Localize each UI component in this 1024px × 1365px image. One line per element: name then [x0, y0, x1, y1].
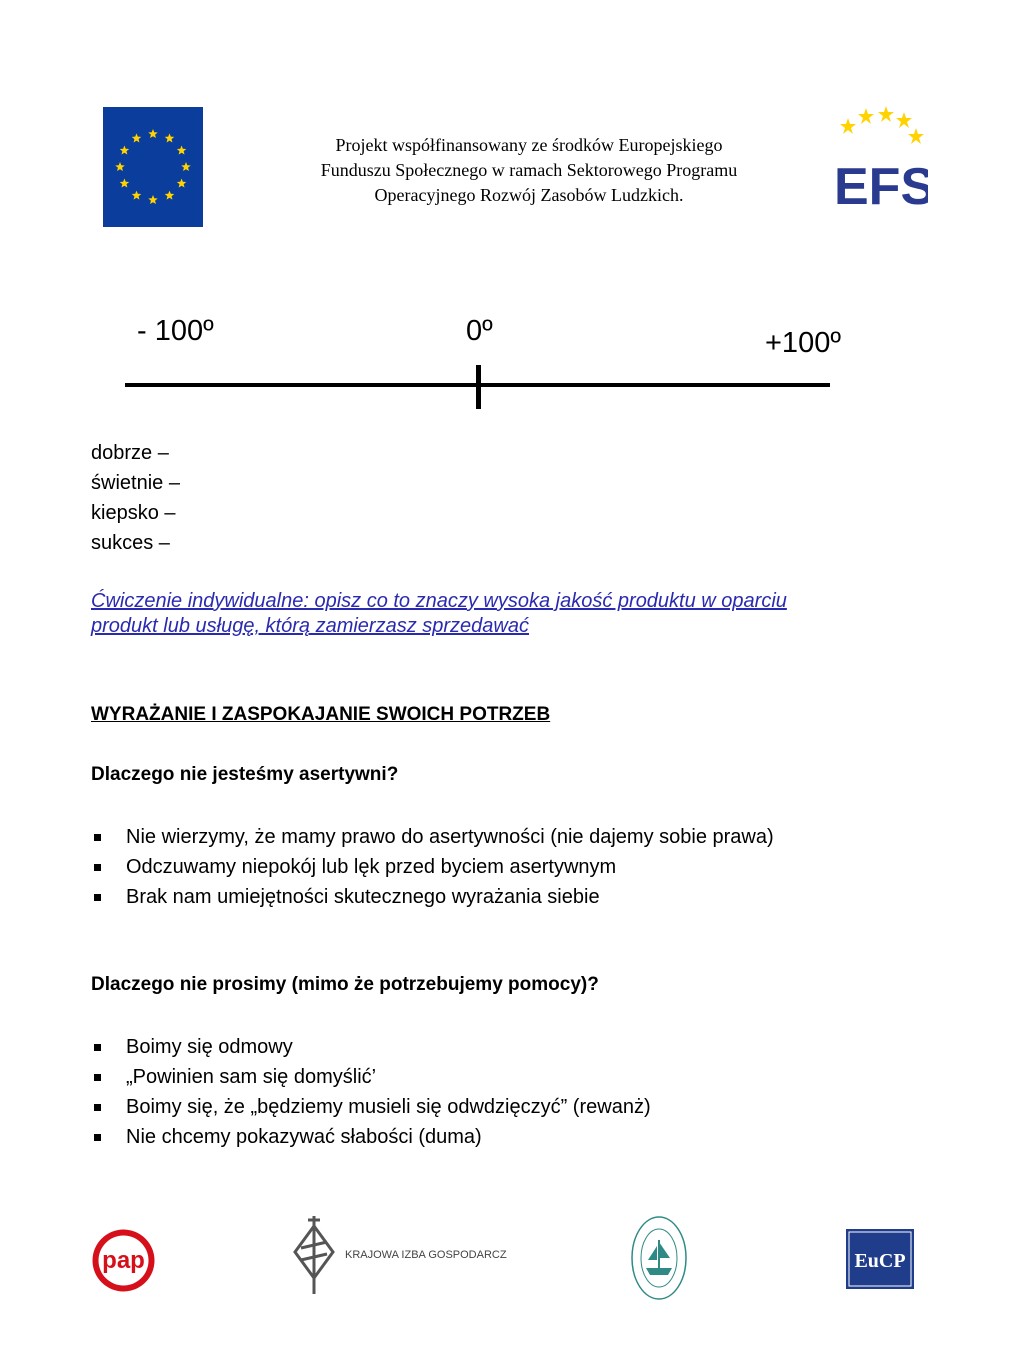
square-bullet-icon	[94, 894, 101, 901]
eucp-logo-text: EuCP	[854, 1250, 906, 1272]
word-list	[91, 438, 180, 558]
eu-star-icon	[132, 133, 142, 142]
eu-star-icon	[148, 129, 158, 138]
question-heading-2: Dlaczego nie prosimy (mimo że potrzebujemy pomocy)?	[91, 974, 599, 995]
eu-star-icon	[148, 195, 158, 204]
square-bullet-icon	[94, 834, 101, 841]
project-text-line-2: Funduszu Społecznego w ramach Sektorowego Programu	[320, 160, 738, 180]
question-heading-1: Dlaczego nie jesteśmy asertywni?	[91, 764, 399, 785]
square-bullet-icon	[94, 1074, 101, 1081]
bullet-list-2	[91, 1032, 651, 1152]
word-item: kiepsko –	[91, 502, 176, 524]
list-item: „Powinien sam się domyślić’	[91, 1062, 651, 1092]
square-bullet-icon	[94, 1104, 101, 1111]
pap-logo-text: pap	[102, 1247, 145, 1274]
list-item: Brak nam umiejętności skutecznego wyrażania siebie	[91, 882, 774, 912]
eucp-logo	[846, 1229, 914, 1289]
efs-logo	[828, 100, 928, 215]
section-heading: WYRAŻANIE I ZASPOKAJANIE SWOICH POTRZEB	[91, 704, 551, 725]
scale-zero-tick	[476, 365, 481, 409]
eu-star-icon	[120, 179, 130, 188]
exercise-line-1: Ćwiczenie indywidualne: opisz co to znaczy wysoka jakość produktu w oparciu	[91, 590, 787, 612]
ship-icon	[646, 1240, 672, 1275]
kig-logo-text: KRAJOWA IZBA GOSPODARCZA	[345, 1249, 507, 1261]
list-item: Boimy się, że „będziemy musieli się odwdzięczyć” (rewanż)	[91, 1092, 651, 1122]
project-text-line-3: Operacyjnego Rozwój Zasobów Ludzkich.	[374, 185, 684, 205]
efs-logo-text: EFS	[834, 158, 928, 215]
eu-star-icon	[165, 191, 175, 200]
project-text-line-1: Projekt współfinansowany ze środków Europejskiego	[335, 135, 723, 155]
eu-star-icon	[177, 146, 187, 155]
kig-logo	[287, 1212, 507, 1298]
scale-label-min: - 100º	[137, 315, 214, 347]
eu-star-icon	[181, 162, 191, 171]
efs-stars-icon	[840, 106, 924, 144]
list-item: Odczuwamy niepokój lub lęk przed byciem asertywnym	[91, 852, 774, 882]
list-item: Nie wierzymy, że mamy prawo do asertywności (nie dajemy sobie prawa)	[91, 822, 774, 852]
bullet-list-1	[91, 822, 774, 912]
kig-emblem-icon	[295, 1216, 333, 1294]
list-item: Boimy się odmowy	[91, 1032, 651, 1062]
pap-logo	[91, 1228, 156, 1293]
scale-label-zero: 0º	[466, 315, 493, 347]
square-bullet-icon	[94, 1134, 101, 1141]
word-item: sukces –	[91, 532, 170, 554]
eu-flag-logo	[103, 107, 203, 227]
eu-star-icon	[165, 133, 175, 142]
eu-star-icon	[115, 162, 125, 171]
square-bullet-icon	[94, 864, 101, 871]
eu-star-icon	[132, 191, 142, 200]
scale-label-max: +100º	[765, 327, 841, 359]
eu-stars-icon	[103, 107, 203, 227]
word-item: świetnie –	[91, 472, 180, 494]
square-bullet-icon	[94, 1044, 101, 1051]
project-funding-text	[250, 133, 808, 208]
exercise-link[interactable]	[91, 589, 941, 639]
sgh-logo	[630, 1214, 688, 1302]
word-item: dobrze –	[91, 442, 169, 464]
eu-star-icon	[177, 179, 187, 188]
eu-star-icon	[120, 146, 130, 155]
list-item: Nie chcemy pokazywać słabości (duma)	[91, 1122, 651, 1152]
exercise-line-2: produkt lub usługę, którą zamierzasz sprzedawać	[91, 615, 529, 637]
